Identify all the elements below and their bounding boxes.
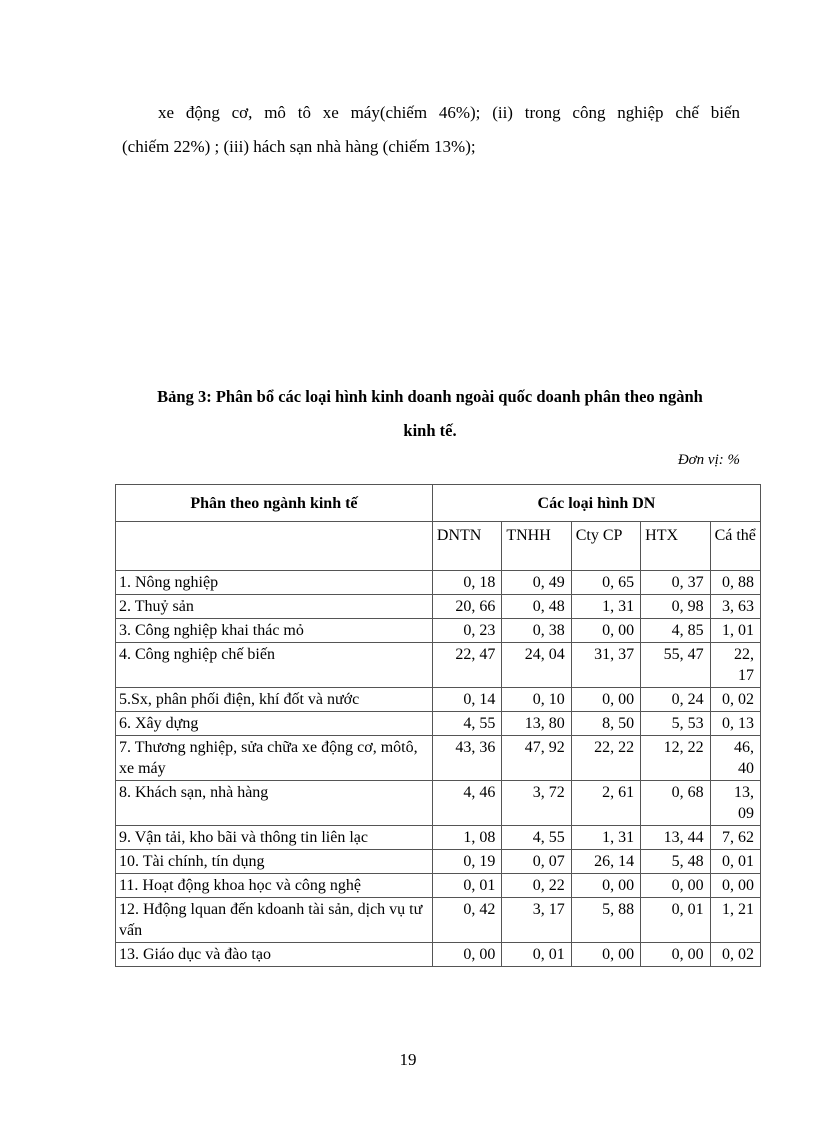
row-label: 1. Nông nghiệp (116, 571, 433, 595)
table-row (116, 898, 761, 943)
table-cell: 0, 14 (432, 688, 501, 712)
table-cell: 0, 22 (502, 874, 571, 898)
table-body (116, 571, 761, 967)
table-cell: 4, 85 (641, 619, 710, 643)
table-cell: 26, 14 (571, 850, 640, 874)
table-cell: 20, 66 (432, 595, 501, 619)
table-cell: 0, 02 (710, 943, 760, 967)
column-header: TNHH (502, 522, 571, 571)
paragraph-line-2: (chiếm 22%) ; (iii) hách sạn nhà hàng (chiếm 13%); (122, 137, 476, 156)
paragraph-line-1: xe động cơ, mô tô xe máy(chiếm 46%); (ii) trong công nghiệp chế biến (158, 103, 740, 122)
table-row (116, 688, 761, 712)
table-cell: 1, 01 (710, 619, 760, 643)
table-cell: 7, 62 (710, 826, 760, 850)
table-cell: 5, 53 (641, 712, 710, 736)
table-cell: 0, 00 (710, 874, 760, 898)
table-cell: 0, 00 (571, 874, 640, 898)
table-header-row (116, 485, 761, 522)
column-header: DNTN (432, 522, 501, 571)
table-cell: 0, 48 (502, 595, 571, 619)
page-number: 19 (399, 1050, 417, 1069)
table-cell: 0, 00 (571, 943, 640, 967)
table-row (116, 781, 761, 826)
table-cell: 22, 47 (432, 643, 501, 688)
row-label: 13. Giáo dục và đào tạo (116, 943, 433, 967)
row-label: 4. Công nghiệp chế biến (116, 643, 433, 688)
table-row (116, 571, 761, 595)
table-cell: 0, 10 (502, 688, 571, 712)
table-cell: 22, 17 (710, 643, 760, 688)
row-label: 12. Hđộng lquan đến kdoanh tài sản, dịch vụ tư vấn (116, 898, 433, 943)
row-label: 6. Xây dựng (116, 712, 433, 736)
table-cell: 0, 37 (641, 571, 710, 595)
table-cell: 0, 23 (432, 619, 501, 643)
row-label: 11. Hoạt động khoa học và công nghệ (116, 874, 433, 898)
table-cell: 0, 98 (641, 595, 710, 619)
table-cell: 55, 47 (641, 643, 710, 688)
column-header: Cá thể (710, 522, 760, 571)
table-subheader-row (116, 522, 761, 571)
table-cell: 0, 65 (571, 571, 640, 595)
table-cell: 0, 02 (710, 688, 760, 712)
table-cell: 0, 24 (641, 688, 710, 712)
column-header: Cty CP (571, 522, 640, 571)
table-cell: 0, 49 (502, 571, 571, 595)
table-cell: 0, 13 (710, 712, 760, 736)
table-cell: 0, 00 (641, 874, 710, 898)
sector-distribution-table (115, 484, 761, 967)
table-cell: 0, 01 (710, 850, 760, 874)
row-label: 9. Vận tải, kho bãi và thông tin liên lạc (116, 826, 433, 850)
table-cell: 0, 00 (571, 619, 640, 643)
row-label: 5.Sx, phân phối điện, khí đốt và nước (116, 688, 433, 712)
table-cell: 5, 48 (641, 850, 710, 874)
header-sector: Phân theo ngành kinh tế (116, 485, 433, 522)
table-cell: 1, 08 (432, 826, 501, 850)
table-cell: 46, 40 (710, 736, 760, 781)
table-row (116, 850, 761, 874)
table-cell: 0, 88 (710, 571, 760, 595)
table-cell: 5, 88 (571, 898, 640, 943)
table-cell: 1, 31 (571, 595, 640, 619)
table-cell: 0, 00 (641, 943, 710, 967)
table-cell: 4, 55 (432, 712, 501, 736)
row-label: 3. Công nghiệp khai thác mỏ (116, 619, 433, 643)
table-row (116, 874, 761, 898)
table-cell: 0, 01 (641, 898, 710, 943)
row-label: 2. Thuỷ sản (116, 595, 433, 619)
table-cell: 12, 22 (641, 736, 710, 781)
table-cell: 22, 22 (571, 736, 640, 781)
table-title (120, 380, 740, 448)
table-cell: 1, 21 (710, 898, 760, 943)
table-cell: 0, 00 (571, 688, 640, 712)
table-row (116, 943, 761, 967)
table-cell: 13, 80 (502, 712, 571, 736)
table-row (116, 643, 761, 688)
table-cell: 0, 01 (502, 943, 571, 967)
table-cell: 0, 00 (432, 943, 501, 967)
table-cell: 0, 07 (502, 850, 571, 874)
row-label: 8. Khách sạn, nhà hàng (116, 781, 433, 826)
table-cell: 8, 50 (571, 712, 640, 736)
table-cell: 3, 72 (502, 781, 571, 826)
table-cell: 2, 61 (571, 781, 640, 826)
table-row (116, 619, 761, 643)
table-row (116, 826, 761, 850)
table-cell: 47, 92 (502, 736, 571, 781)
table-cell: 13, 09 (710, 781, 760, 826)
body-paragraph (122, 96, 740, 164)
table-cell: 4, 55 (502, 826, 571, 850)
table-row (116, 736, 761, 781)
header-types: Các loại hình DN (432, 485, 760, 522)
row-label: 10. Tài chính, tín dụng (116, 850, 433, 874)
unit-label: Đơn vị: % (677, 452, 740, 468)
table-cell: 4, 46 (432, 781, 501, 826)
row-label: 7. Thương nghiệp, sửa chữa xe động cơ, môtô, xe máy (116, 736, 433, 781)
table-cell: 0, 68 (641, 781, 710, 826)
table-cell: 0, 42 (432, 898, 501, 943)
table-cell: 43, 36 (432, 736, 501, 781)
table-row (116, 712, 761, 736)
table-cell: 24, 04 (502, 643, 571, 688)
table-cell: 0, 18 (432, 571, 501, 595)
table-cell: 0, 01 (432, 874, 501, 898)
table-row (116, 595, 761, 619)
table-cell: 13, 44 (641, 826, 710, 850)
table-cell: 0, 19 (432, 850, 501, 874)
table-cell: 0, 38 (502, 619, 571, 643)
table-cell: 1, 31 (571, 826, 640, 850)
table-cell: 31, 37 (571, 643, 640, 688)
column-header: HTX (641, 522, 710, 571)
table-title-line-1: Bảng 3: Phân bổ các loại hình kinh doanh ngoài quốc doanh phân theo ngành (157, 387, 703, 406)
table-cell: 3, 63 (710, 595, 760, 619)
table-cell: 3, 17 (502, 898, 571, 943)
table-title-line-2: kinh tế. (403, 421, 457, 440)
subheader-empty (116, 522, 433, 571)
